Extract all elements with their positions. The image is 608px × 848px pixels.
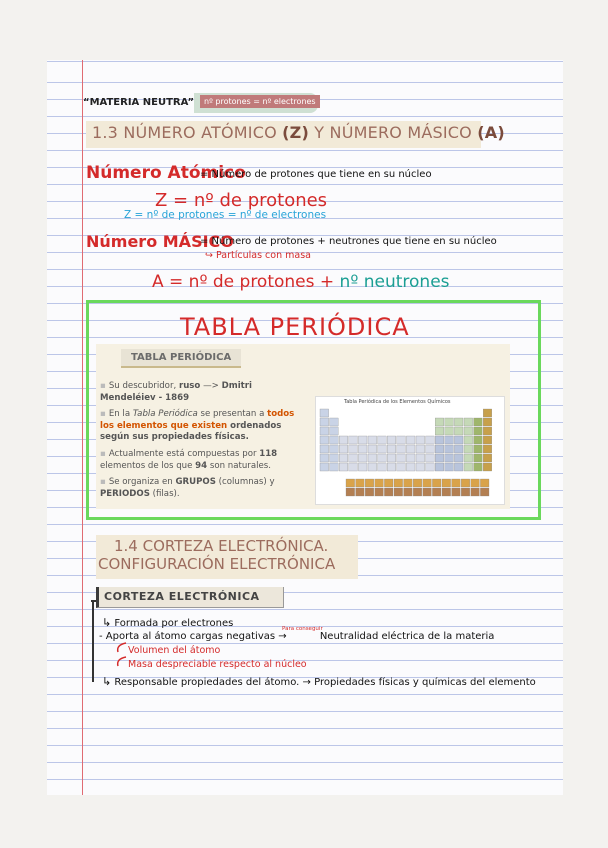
element-cell — [406, 445, 415, 453]
slide-title: TABLA PERIÓDICA — [121, 349, 241, 368]
element-cell — [464, 445, 473, 453]
element-cell — [378, 454, 387, 462]
element-cell — [416, 463, 425, 471]
element-cell — [474, 445, 483, 453]
element-cell — [474, 418, 483, 426]
element-cell — [330, 454, 339, 462]
corteza-item-volumen: Volumen del átomo — [128, 645, 221, 656]
element-cell — [445, 445, 454, 453]
element-cell — [387, 463, 396, 471]
bullet-organization: ▪ En la Tabla Periódica se presentan a todos los elementos que existen ordenados según sus propiedades físicas. — [100, 409, 295, 442]
element-cell — [426, 463, 435, 471]
element-cell — [339, 445, 348, 453]
element-cell — [445, 427, 454, 435]
element-cell — [435, 418, 444, 426]
element-cell — [445, 463, 454, 471]
element-cell — [454, 427, 463, 435]
element-cell — [445, 418, 454, 426]
element-cell — [464, 418, 473, 426]
bullet-discoverer: ▪ Su descubridor, ruso —> Dmitri Mendeléiev - 1869 — [100, 381, 252, 403]
element-cell — [365, 488, 374, 496]
tree-line-1 — [92, 600, 94, 626]
margin-line — [82, 60, 83, 795]
element-cell — [378, 445, 387, 453]
element-cell — [483, 445, 492, 453]
element-cell — [464, 436, 473, 444]
element-cell — [375, 479, 384, 487]
element-cell — [461, 479, 470, 487]
element-cell — [330, 427, 339, 435]
element-cell — [397, 454, 406, 462]
element-cell — [454, 463, 463, 471]
element-cell — [320, 427, 329, 435]
element-cell — [442, 479, 451, 487]
element-cell — [387, 454, 396, 462]
element-cell — [330, 436, 339, 444]
mass-number-definition: = Número de protones + neutrones que tiene en su núcleo — [200, 236, 497, 247]
element-cell — [387, 445, 396, 453]
element-cell — [356, 488, 365, 496]
element-cell — [346, 488, 355, 496]
element-cell — [378, 463, 387, 471]
element-cell — [483, 454, 492, 462]
element-cell — [483, 418, 492, 426]
element-cell — [346, 479, 355, 487]
corteza-item-responsable: ↳ Responsable propiedades del átomo. → Propiedades físicas y químicas del elemento — [102, 675, 536, 688]
element-cell — [413, 488, 422, 496]
element-cell — [387, 436, 396, 444]
element-cell — [365, 479, 374, 487]
element-cell — [320, 436, 329, 444]
element-cell — [356, 479, 365, 487]
corteza-note-para-conseguir: Para conseguir — [282, 626, 323, 632]
element-cell — [480, 479, 489, 487]
element-cell — [406, 436, 415, 444]
element-cell — [358, 436, 367, 444]
element-cell — [474, 463, 483, 471]
element-cell — [423, 479, 432, 487]
element-cell — [454, 445, 463, 453]
formula-z: Z = nº de protones — [155, 190, 328, 211]
periodic-table-graphic — [316, 397, 504, 504]
element-cell — [452, 479, 461, 487]
element-cell — [404, 479, 413, 487]
element-cell — [394, 488, 403, 496]
element-cell — [471, 479, 480, 487]
element-cell — [435, 427, 444, 435]
element-cell — [483, 436, 492, 444]
element-cell — [349, 445, 358, 453]
element-cell — [404, 488, 413, 496]
element-cell — [413, 479, 422, 487]
element-cell — [435, 436, 444, 444]
element-cell — [368, 445, 377, 453]
element-cell — [394, 479, 403, 487]
element-cell — [330, 463, 339, 471]
element-cell — [339, 454, 348, 462]
formula-z-alt: Z = nº de protones = nº de electrones — [124, 209, 327, 221]
element-cell — [320, 454, 329, 462]
bullet-count: ▪ Actualmente está compuestas por 118 elementos de los que 94 son naturales. — [100, 449, 278, 471]
element-cell — [368, 454, 377, 462]
corteza-item-aporta: - Aporta al átomo cargas negativas → Neutralidad eléctrica de la materia — [99, 631, 495, 642]
element-cell — [464, 427, 473, 435]
mass-number-term: Número MÁSICO — [86, 232, 234, 251]
element-cell — [397, 463, 406, 471]
element-cell — [426, 454, 435, 462]
element-cell — [349, 463, 358, 471]
header-pill: nº protones = nº electrones — [200, 95, 320, 108]
element-cell — [358, 454, 367, 462]
element-cell — [320, 418, 329, 426]
element-cell — [416, 436, 425, 444]
element-cell — [474, 454, 483, 462]
element-cell — [397, 436, 406, 444]
element-cell — [442, 488, 451, 496]
element-cell — [452, 488, 461, 496]
element-cell — [384, 479, 393, 487]
element-cell — [406, 463, 415, 471]
element-cell — [435, 454, 444, 462]
element-cell — [416, 445, 425, 453]
element-cell — [320, 409, 329, 417]
element-cell — [330, 445, 339, 453]
section-1-3-title: 1.3 NÚMERO ATÓMICO (Z) Y NÚMERO MÁSICO (A) — [92, 123, 505, 142]
element-cell — [432, 479, 441, 487]
atomic-number-term: Número Atómico — [86, 163, 246, 183]
element-cell — [480, 488, 489, 496]
atomic-number-definition: = Número de protones que tiene en su núcleo — [200, 169, 432, 180]
element-cell — [339, 463, 348, 471]
element-cell — [330, 418, 339, 426]
element-cell — [461, 488, 470, 496]
element-cell — [483, 427, 492, 435]
element-cell — [454, 436, 463, 444]
element-cell — [464, 463, 473, 471]
red-brackets — [112, 640, 132, 674]
tabla-periodica-title: TABLA PERIÓDICA — [180, 313, 410, 341]
element-cell — [471, 488, 480, 496]
corteza-title: CORTEZA ELECTRÓNICA — [104, 590, 260, 603]
element-cell — [358, 445, 367, 453]
element-cell — [454, 454, 463, 462]
element-cell — [368, 436, 377, 444]
element-cell — [445, 436, 454, 444]
section-1-4-title-line1: 1.4 CORTEZA ELECTRÓNICA. — [114, 537, 329, 555]
element-cell — [474, 427, 483, 435]
element-cell — [375, 488, 384, 496]
element-cell — [435, 445, 444, 453]
element-cell — [378, 436, 387, 444]
bullet-groups: ▪ Se organiza en GRUPOS (columnas) y PERIODOS (filas). — [100, 477, 275, 499]
element-cell — [432, 488, 441, 496]
element-cell — [416, 454, 425, 462]
element-cell — [483, 463, 492, 471]
element-cell — [445, 454, 454, 462]
element-cell — [384, 488, 393, 496]
element-cell — [358, 463, 367, 471]
periodic-table-caption: Tabla Periódica de los Elementos Químicos — [344, 399, 451, 405]
mass-note: ↪ Partículas con masa — [205, 250, 311, 261]
element-cell — [320, 445, 329, 453]
element-cell — [454, 418, 463, 426]
element-cell — [406, 454, 415, 462]
element-cell — [339, 436, 348, 444]
element-cell — [349, 436, 358, 444]
corteza-item-formada: ↳ Formada por electrones — [102, 616, 234, 629]
section-1-4-title-line2: CONFIGURACIÓN ELECTRÓNICA — [98, 555, 336, 573]
corteza-item-masa: Masa despreciable respecto al núcleo — [128, 659, 307, 670]
element-cell — [426, 445, 435, 453]
element-cell — [426, 436, 435, 444]
element-cell — [423, 488, 432, 496]
tree-line-2 — [92, 626, 94, 682]
header-title: “MATERIA NEUTRA” — [83, 97, 195, 108]
element-cell — [435, 463, 444, 471]
element-cell — [349, 454, 358, 462]
element-cell — [483, 409, 492, 417]
element-cell — [368, 463, 377, 471]
element-cell — [474, 436, 483, 444]
element-cell — [320, 463, 329, 471]
periodic-table-image — [315, 396, 505, 505]
element-cell — [464, 454, 473, 462]
element-cell — [397, 445, 406, 453]
formula-a: A = nº de protones + nº neutrones — [152, 272, 450, 292]
